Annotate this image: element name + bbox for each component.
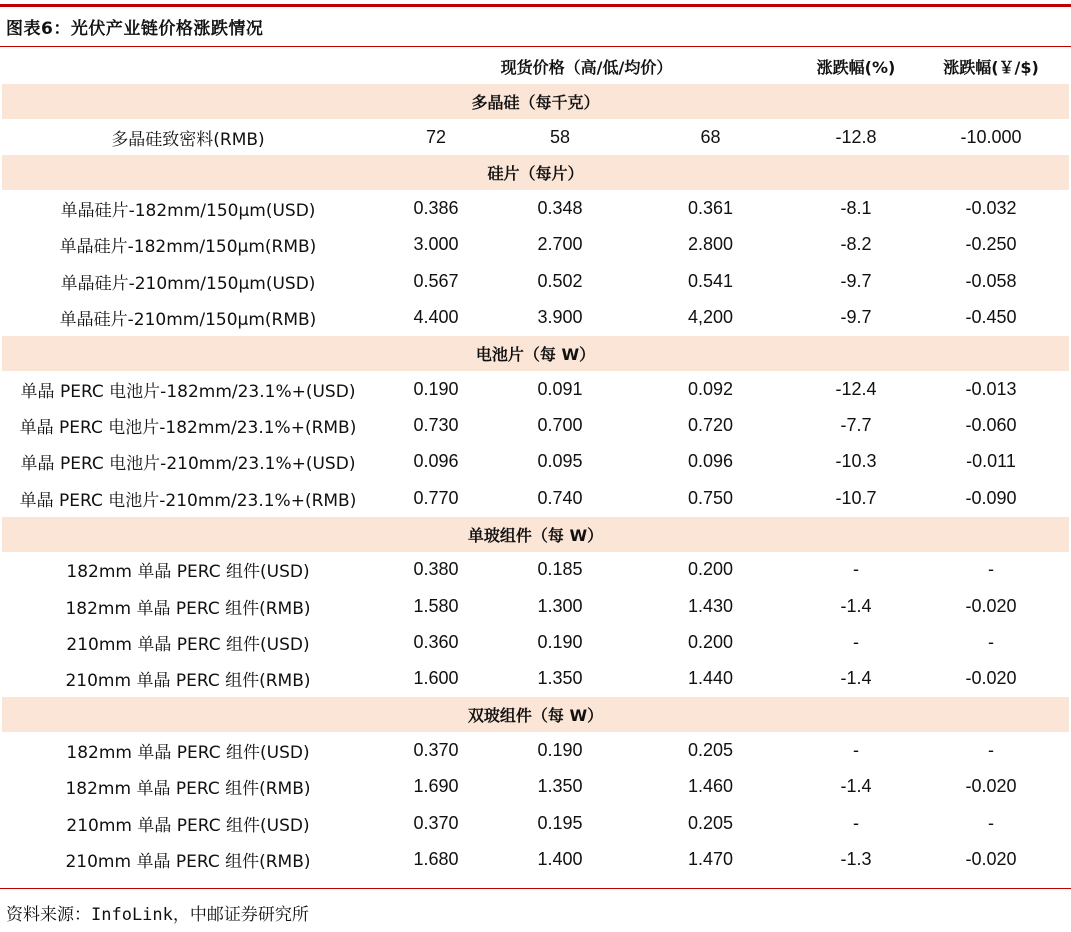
row-label: 182mm 单晶 PERC 组件(USD) [66, 562, 310, 583]
table-row [2, 841, 1069, 877]
change-abs: -0.060 [965, 415, 1017, 436]
change-abs: -0.450 [965, 307, 1017, 328]
section-title: 双玻组件（每 W） [2, 697, 1069, 732]
price-low: 1.350 [537, 776, 583, 797]
price-avg: 1.470 [687, 848, 734, 869]
price-high: 1.690 [413, 776, 459, 797]
price-low: 0.700 [537, 415, 583, 436]
section-header-row [2, 697, 1069, 732]
price-avg: 0.361 [687, 198, 734, 219]
price-avg: 1.460 [687, 776, 734, 797]
table-body [2, 84, 1069, 878]
table-row [2, 805, 1069, 841]
change-abs: -0.020 [965, 848, 1017, 869]
price-high: 0.380 [413, 559, 459, 580]
header-change-pct: 涨跌幅(%) [816, 57, 896, 77]
change-pct: - [853, 559, 859, 580]
price-high: 0.770 [413, 487, 459, 508]
row-label: 210mm 单晶 PERC 组件(RMB) [65, 671, 311, 692]
price-high: 1.600 [413, 668, 459, 689]
table-header-row [2, 48, 1069, 84]
price-low: 0.195 [537, 812, 583, 833]
change-abs: -0.013 [965, 378, 1017, 399]
price-high: 0.370 [413, 812, 459, 833]
table-row [2, 227, 1069, 263]
price-avg: 1.440 [687, 668, 734, 689]
table-row [2, 407, 1069, 443]
change-pct: -8.2 [840, 234, 872, 255]
price-high: 1.680 [413, 848, 459, 869]
title-rule [0, 46, 1071, 47]
bottom-rule [0, 888, 1071, 889]
top-rule [0, 4, 1071, 7]
change-pct: -1.4 [840, 595, 872, 616]
table-row [2, 263, 1069, 299]
change-pct: -10.7 [835, 487, 877, 508]
price-avg: 4,200 [687, 307, 734, 328]
price-low: 1.300 [537, 595, 583, 616]
table-row [2, 661, 1069, 697]
price-low: 0.502 [537, 270, 583, 291]
table-row [2, 190, 1069, 226]
change-pct: -1.4 [840, 668, 872, 689]
price-high: 0.096 [413, 451, 459, 472]
change-abs: -10.000 [960, 126, 1022, 147]
row-label: 210mm 单晶 PERC 组件(RMB) [65, 851, 311, 872]
source-note: 资料来源：InfoLink，中邮证券研究所 [6, 905, 309, 925]
change-abs: -0.020 [965, 668, 1017, 689]
price-avg: 0.720 [687, 415, 734, 436]
price-high: 0.370 [413, 739, 459, 760]
change-abs: - [988, 739, 994, 760]
price-table [2, 48, 1069, 878]
row-label: 单晶硅片-210mm/150μm(USD) [60, 273, 316, 294]
row-label: 单晶 PERC 电池片-210mm/23.1%+(USD) [20, 454, 356, 475]
price-low: 0.740 [537, 487, 583, 508]
price-high: 3.000 [413, 234, 459, 255]
price-avg: 2.800 [687, 234, 734, 255]
table-row [2, 119, 1069, 155]
price-high: 0.386 [413, 198, 459, 219]
change-abs: -0.058 [965, 270, 1017, 291]
price-low: 0.190 [537, 631, 583, 652]
price-high: 1.580 [413, 595, 459, 616]
table-row [2, 444, 1069, 480]
table-row [2, 732, 1069, 768]
section-header-row [2, 517, 1069, 552]
price-high: 0.190 [413, 378, 459, 399]
price-low: 0.348 [537, 198, 583, 219]
price-high: 0.730 [413, 415, 459, 436]
price-low: 58 [549, 126, 571, 147]
price-low: 0.091 [537, 378, 583, 399]
table-row [2, 588, 1069, 624]
price-low: 0.185 [537, 559, 583, 580]
row-label: 单晶 PERC 电池片-182mm/23.1%+(USD) [20, 381, 356, 402]
price-avg: 0.205 [687, 739, 734, 760]
row-label: 182mm 单晶 PERC 组件(RMB) [65, 598, 311, 619]
price-avg: 68 [700, 126, 721, 147]
section-header-row [2, 84, 1069, 119]
change-abs: -0.020 [965, 595, 1017, 616]
price-avg: 0.200 [687, 559, 734, 580]
section-header-row [2, 155, 1069, 190]
header-label [2, 48, 374, 84]
price-avg: 0.205 [687, 812, 734, 833]
row-label: 单晶硅片-210mm/150μm(RMB) [59, 310, 317, 331]
change-abs: -0.032 [965, 198, 1017, 219]
change-abs: -0.090 [965, 487, 1017, 508]
section-title: 电池片（每 W） [2, 336, 1069, 371]
row-label: 210mm 单晶 PERC 组件(USD) [66, 634, 310, 655]
change-pct: -9.7 [840, 270, 872, 291]
price-avg: 0.096 [687, 451, 734, 472]
row-label: 单晶 PERC 电池片-182mm/23.1%+(RMB) [19, 418, 357, 439]
price-low: 1.350 [537, 668, 583, 689]
row-label: 210mm 单晶 PERC 组件(USD) [66, 815, 310, 836]
row-label: 多晶硅致密料(RMB) [111, 129, 265, 150]
table-row [2, 300, 1069, 336]
change-abs: - [988, 631, 994, 652]
section-header-row [2, 336, 1069, 371]
change-pct: -12.4 [835, 378, 877, 399]
table-row [2, 371, 1069, 407]
row-label: 182mm 单晶 PERC 组件(RMB) [65, 779, 311, 800]
change-abs: -0.020 [965, 776, 1017, 797]
price-high: 0.360 [413, 631, 459, 652]
price-high: 0.567 [413, 270, 459, 291]
section-title: 硅片（每片） [2, 155, 1069, 190]
price-avg: 0.092 [687, 378, 734, 399]
price-high: 4.400 [413, 307, 459, 328]
price-low: 0.095 [537, 451, 583, 472]
change-pct: -7.7 [840, 415, 872, 436]
change-abs: -0.250 [965, 234, 1017, 255]
header-spot-price: 现货价格（高/低/均价） [500, 57, 673, 77]
change-pct: -9.7 [840, 307, 872, 328]
change-abs: -0.011 [966, 451, 1016, 472]
change-pct: -10.3 [835, 451, 877, 472]
figure-title: 图表6：光伏产业链价格涨跌情况 [6, 19, 264, 39]
row-label: 单晶 PERC 电池片-210mm/23.1%+(RMB) [19, 490, 357, 511]
change-pct: - [853, 739, 859, 760]
table-row [2, 552, 1069, 588]
price-avg: 0.541 [687, 270, 734, 291]
header-change-abs: 涨跌幅(￥/$) [943, 57, 1039, 77]
change-pct: -1.4 [840, 776, 872, 797]
row-label: 182mm 单晶 PERC 组件(USD) [66, 742, 310, 763]
price-avg: 1.430 [687, 595, 734, 616]
price-low: 3.900 [537, 307, 583, 328]
section-title: 单玻组件（每 W） [2, 517, 1069, 552]
change-pct: - [853, 812, 859, 833]
price-low: 2.700 [537, 234, 583, 255]
change-pct: -12.8 [835, 126, 877, 147]
change-pct: -1.3 [840, 848, 872, 869]
row-label: 单晶硅片-182mm/150μm(RMB) [59, 237, 317, 258]
table-row [2, 480, 1069, 516]
change-abs: - [988, 812, 994, 833]
price-avg: 0.750 [687, 487, 734, 508]
price-low: 1.400 [537, 848, 583, 869]
table-row [2, 768, 1069, 804]
price-low: 0.190 [537, 739, 583, 760]
row-label: 单晶硅片-182mm/150μm(USD) [60, 201, 316, 222]
change-pct: -8.1 [840, 198, 872, 219]
table-row [2, 624, 1069, 660]
price-avg: 0.200 [687, 631, 734, 652]
change-pct: - [853, 631, 859, 652]
section-title: 多晶硅（每千克） [2, 84, 1069, 119]
price-high: 72 [425, 126, 447, 147]
change-abs: - [988, 559, 994, 580]
